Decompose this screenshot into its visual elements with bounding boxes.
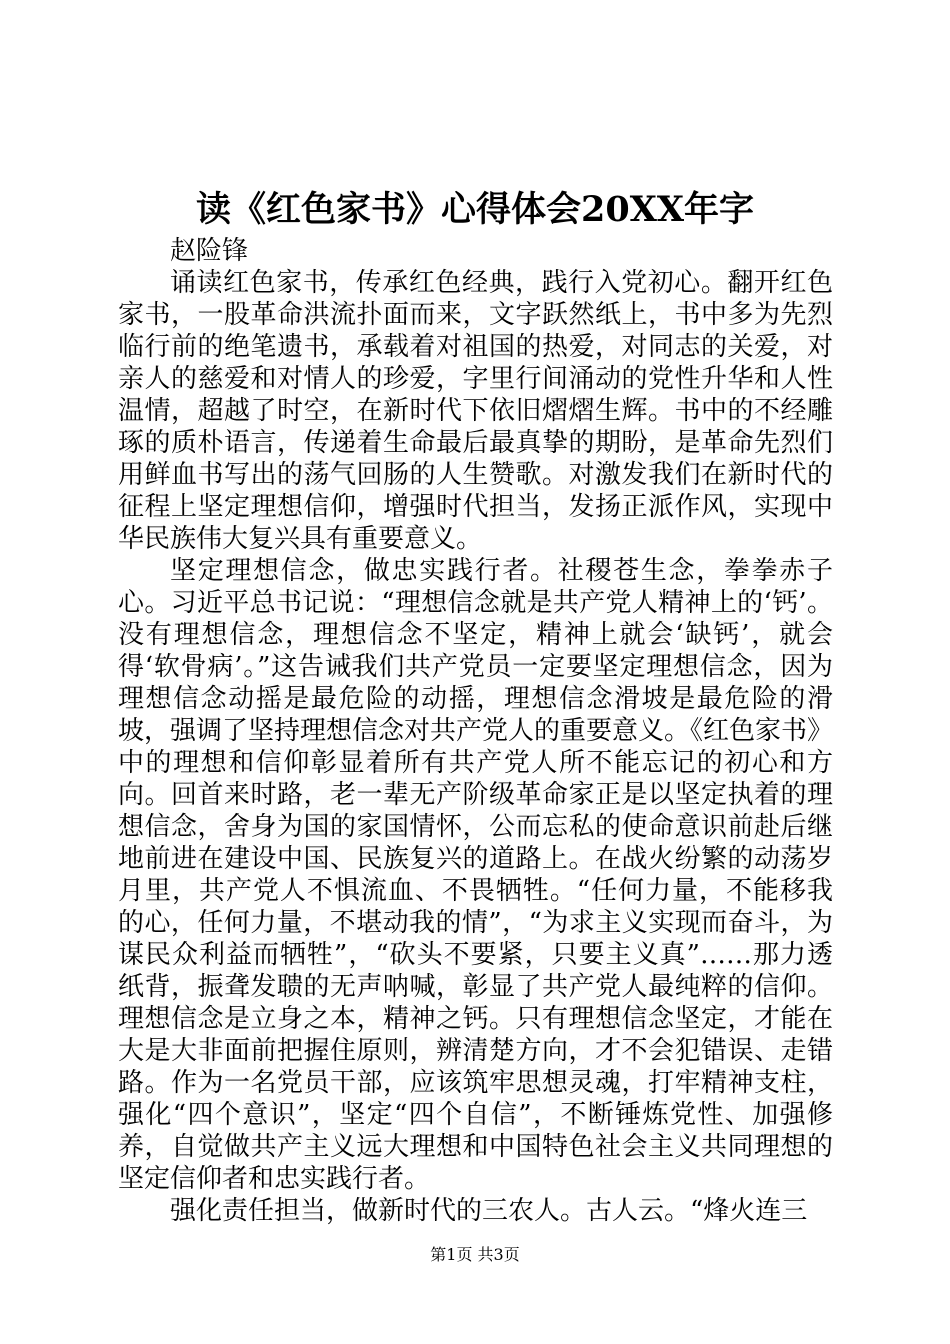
paragraph-2: 坚定理想信念，做忠实践行者。社稷苍生念，拳拳赤子心。习近平总书记说：“理想信念就是共产党人精神上的‘钙’。没有理想信念，理想信念不坚定，精神上就会‘缺钙’，就会得‘软骨病’。”这告诫我们共产党员一定要坚定理想信念，因为理想信念动摇是最危险的动摇，理想信念滑坡是最危险的滑坡，强调了坚持理想信念对共产党人的重要意义。《红色家书》中的理想和信仰彰显着所有共产党人所不能忘记的初心和方向。回首来时路，老一辈无产阶级革命家正是以坚定执着的理想信念，舍身为国的家国情怀，公而忘私的使命意识前赴后继地前进在建设中国、民族复兴的道路上。在战火纷繁的动荡岁月里，共产党人不惧流血、不畏牺牲。“任何力量，不能移我的心，任何力量，不堪动我的情”，“为求主义实现而奋斗，为谋民众利益而牺牲”，“砍头不要紧，只要主义真”……那力透纸背，振聋发聩的无声呐喊，彰显了共产党人最纯粹的信仰。理想信念是立身之本，精神之钙。只有理想信念坚定，才能在大是大非面前把握住原则，辨清楚方向，才不会犯错误、走错路。作为一名党员干部，应该筑牢思想灵魂，打牢精神支柱，强化“四个意识”，坚定“四个自信”，不断锤炼党性、加强修养，自觉做共产主义远大理想和中国特色社会主义共同理想的坚定信仰者和忠实践行者。 [118, 556, 834, 1194]
document-title: 读《红色家书》心得体会20XX年字 [195, 189, 755, 230]
paragraph-1: 诵读红色家书，传承红色经典，践行入党初心。翻开红色家书，一股革命洪流扑面而来，文字跃然纸上，书中多为先烈临行前的绝笔遗书，承载着对祖国的热爱，对同志的关爱，对亲人的慈爱和对情人的珍爱，字里行间涌动的党性升华和人性温情，超越了时空，在新时代下依旧熠熠生辉。书中的不经雕琢的质朴语言，传递着生命最后最真挚的期盼，是革命先烈们用鲜血书写出的荡气回肠的人生赞歌。对激发我们在新时代的征程上坚定理想信仰，增强时代担当，发扬正派作风，实现中华民族伟大复兴具有重要意义。 [118, 268, 833, 554]
author-name: 赵险锋 [170, 236, 249, 266]
paragraph-3: 强化责任担当，做新时代的三农人。古人云。“烽火连三 [170, 1196, 808, 1226]
document-body [118, 235, 833, 1227]
page-footer: 第1页 共3页 [430, 1245, 520, 1264]
